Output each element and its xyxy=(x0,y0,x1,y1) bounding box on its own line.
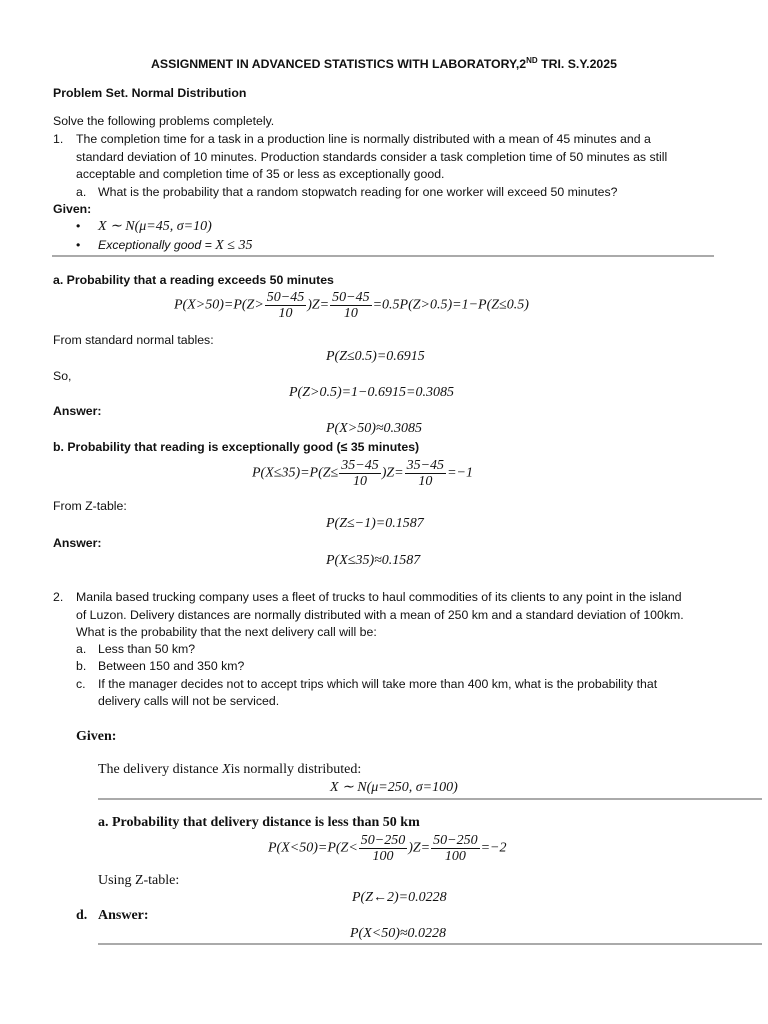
p2-given-text: The delivery distance Xis normally distributed: xyxy=(98,762,362,777)
problem-1-question-a-label: a. xyxy=(76,185,87,199)
p2-given-equation: X ∼ N(μ=250, σ=100) xyxy=(330,780,458,795)
so-text: So, xyxy=(53,369,72,383)
eq-ztable: P(Z≤−1)=0.1587 xyxy=(326,516,424,531)
problem-1-line-1: The completion time for a task in a production line is normally distributed with a mean of 45 minutes and a xyxy=(76,132,651,146)
eq-tables: P(Z≤0.5)=0.6915 xyxy=(326,349,425,364)
p2-part-a-equation: P(X<50)=P(Z< $\frac{50-250}{100}$ )Z= $\frac{50-250}{100}$ =−2 xyxy=(268,833,507,864)
eq-using-ztable: P(Z←2)=0.0228 xyxy=(352,890,447,905)
p2-item-c-continuation: delivery calls will not be serviced. xyxy=(98,694,280,708)
eq-answer-b: P(X≤35)≈0.1587 xyxy=(326,553,421,568)
fraction: $\frac{35-45}{10}$ xyxy=(406,458,445,489)
problem-2-line-2: of Luzon. Delivery distances are normally distributed with a mean of 250 km and a standard deviation of 100km. xyxy=(76,608,684,622)
problem-set-heading: Problem Set. Normal Distribution xyxy=(53,86,247,100)
divider-line xyxy=(98,943,762,945)
fraction: $\frac{50-45}{10}$ xyxy=(266,290,305,321)
from-tables-text: From standard normal tables: xyxy=(53,333,214,347)
from-ztable-text: From Z-table: xyxy=(53,499,127,513)
p1-part-a-equation: P(X>50)=P(Z> $\frac{50-45}{10}$ )Z= $\frac{50-45}{10}$ =0.5P(Z>0.5)=1−P(Z≤0.5) xyxy=(174,290,529,321)
fraction: $\frac{35-45}{10}$ xyxy=(341,458,379,489)
problem-1-question-a: What is the probability that a random stopwatch reading for one worker will exceed 50 minutes? xyxy=(98,185,618,199)
p2-item-text: Less than 50 km? xyxy=(98,642,196,656)
fraction: $\frac{50-250}{100}$ xyxy=(433,833,478,864)
fraction: $\frac{50-45}{10}$ xyxy=(332,290,370,321)
problem-1-line-2: standard deviation of 10 minutes. Production standards consider a task completion time of 50 minutes as still xyxy=(76,150,668,164)
p2-item-text: Between 150 and 350 km? xyxy=(98,659,245,673)
problem-2-line-1: Manila based trucking company uses a fleet of trucks to haul commodities of its clients to any point in the island xyxy=(76,590,682,604)
p2-given-label: Given: xyxy=(76,729,117,744)
p1-part-b-heading: b. Probability that reading is exceptionally good (≤ 35 minutes) xyxy=(53,440,420,454)
p2-part-a-heading: a. Probability that delivery distance is less than 50 km xyxy=(98,815,420,830)
answer-label-b: Answer: xyxy=(53,536,102,550)
p2-item-text: If the manager decides not to accept trips which will take more than 400 km, what is the probability that xyxy=(98,677,658,691)
divider-line xyxy=(98,798,762,800)
p2-item-label: c. xyxy=(76,677,86,691)
divider-line xyxy=(52,255,714,257)
instructions: Solve the following problems completely. xyxy=(53,114,275,128)
using-ztable-text: Using Z-table: xyxy=(98,873,180,888)
problem-2-line-3: What is the probability that the next delivery call will be: xyxy=(76,625,377,639)
p2-item-label: b. xyxy=(76,659,87,673)
assignment-title: ASSIGNMENT IN ADVANCED STATISTICS WITH LABORATORY,2ND TRI. S.Y.2025 xyxy=(151,55,617,71)
given-bullet-1: • X ∼ N(μ=45, σ=10) xyxy=(76,219,212,234)
p2-d-label: d. xyxy=(76,908,88,923)
problem-1-line-3: acceptable and completion time of 35 or less as exceptionally good. xyxy=(76,167,445,181)
eq-so: P(Z>0.5)=1−0.6915=0.3085 xyxy=(289,385,454,400)
problem-1-given-label: Given: xyxy=(53,202,92,216)
p1-part-a-heading: a. Probability that a reading exceeds 50 minutes xyxy=(53,273,334,287)
p2-answer-label: Answer: xyxy=(98,908,149,923)
p1-part-b-equation: P(X≤35)=P(Z≤ $\frac{35-45}{10}$ )Z= $\frac{35-45}{10}$ =−1 xyxy=(252,458,473,489)
fraction: $\frac{50-250}{100}$ xyxy=(360,833,406,864)
problem-1-number: 1. xyxy=(53,132,64,146)
p2-eq-answer: P(X<50)≈0.0228 xyxy=(350,926,447,941)
given-bullet-2: • Exceptionally good = X ≤ 35 xyxy=(76,238,253,253)
eq-answer-a: P(X>50)≈0.3085 xyxy=(326,421,423,436)
problem-2-number: 2. xyxy=(53,590,64,604)
answer-label-a: Answer: xyxy=(53,404,102,418)
p2-item-label: a. xyxy=(76,642,87,656)
